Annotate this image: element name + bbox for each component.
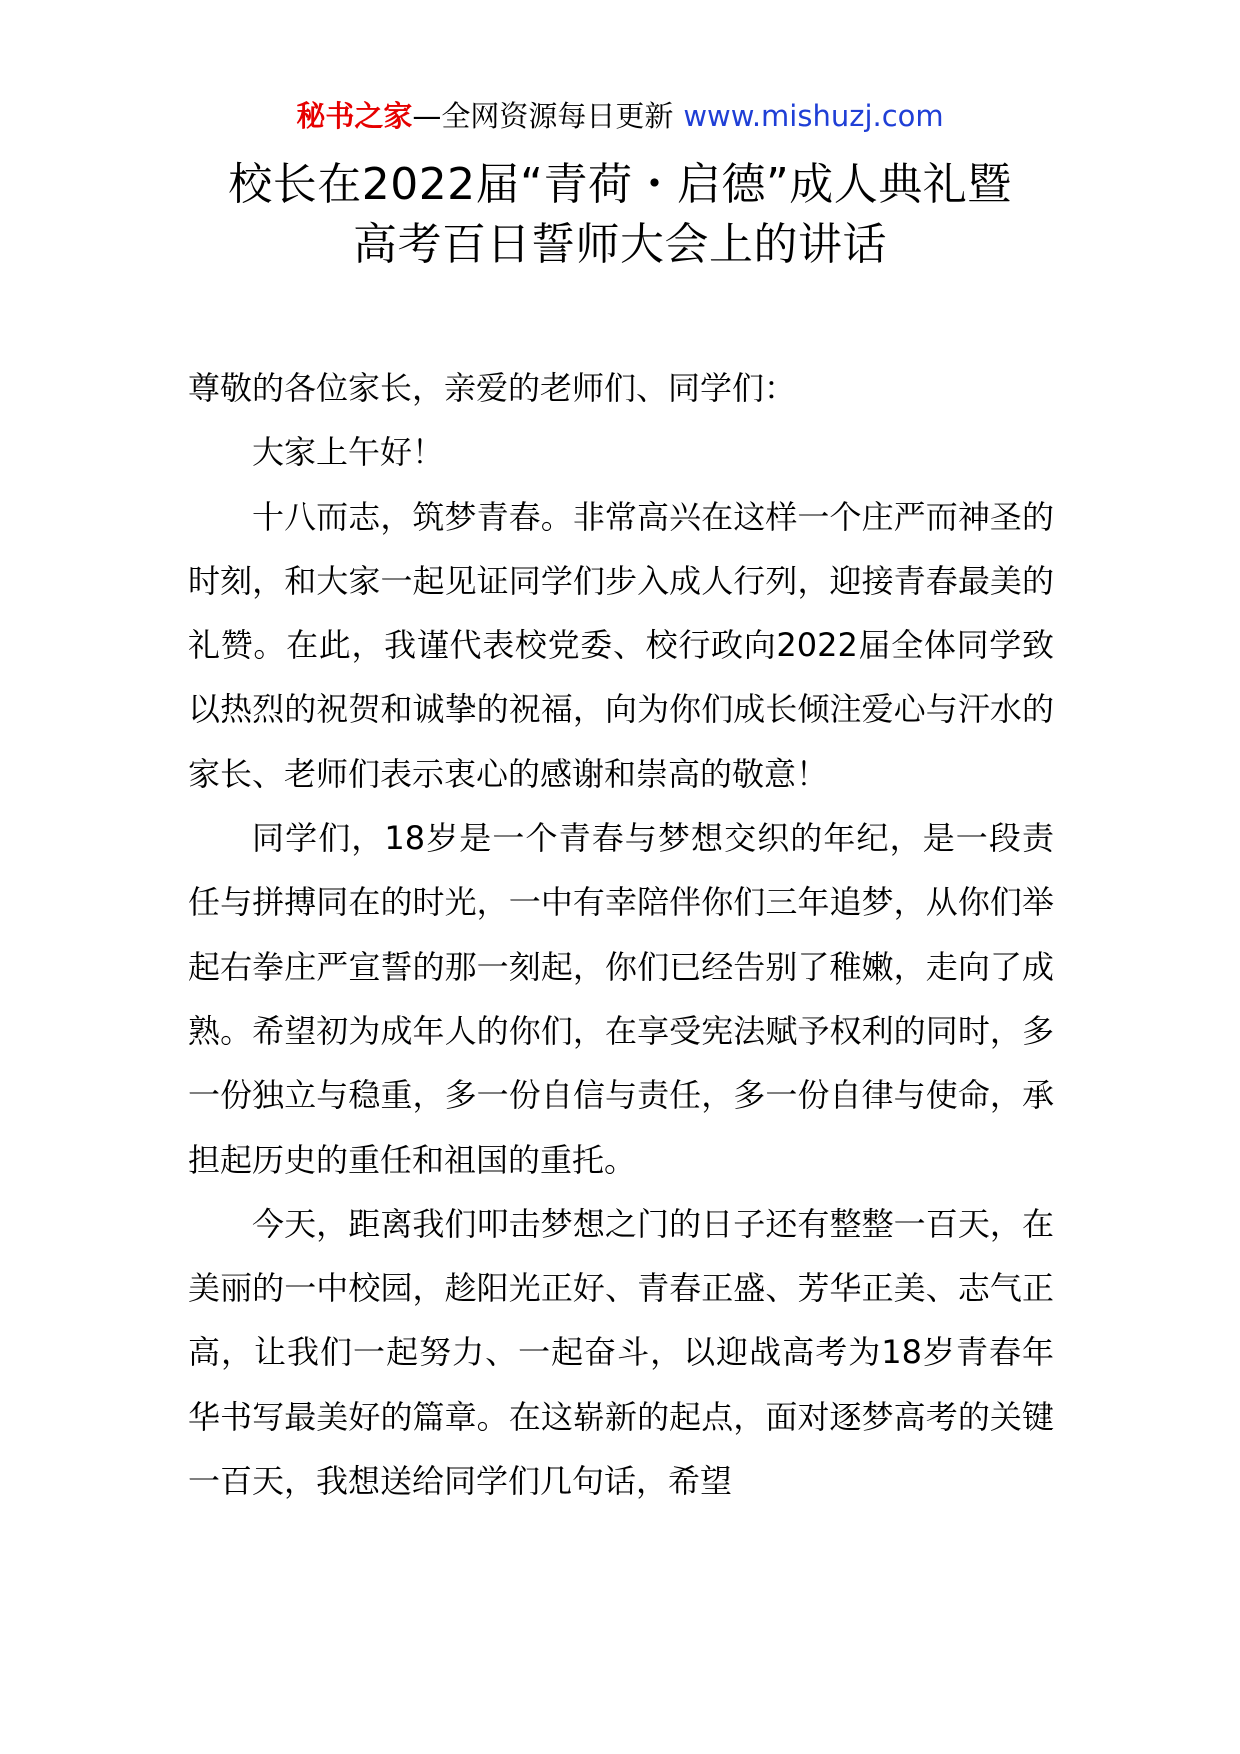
paragraph-greeting: 大家上午好！ (252, 433, 445, 472)
paragraph-1: 十八而志，筑梦青春。非常高兴在这样一个庄严而神圣的时刻，和大家一起见证同学们步入成人行列，迎接青春最美的礼赞。在此，我谨代表校党委、校行政向2022届全体同学致以热烈的祝贺和诚挚的祝福，向为你们成长倾注爱心与汗水的家长、老师们表示衷心的感谢和崇高的敬意！ (188, 497, 1054, 793)
title-line-2: 高考百日誓师大会上的讲话 (353, 219, 887, 270)
paragraph-3: 今天，距离我们叩击梦想之门的日子还有整整一百天，在美丽的一中校园，趁阳光正好、青春正盛、芳华正美、志气正高，让我们一起努力、一起奋斗，以迎战高考为18岁青春年华书写最美好的篇章。在这崭新的起点，面对逐梦高考的关键一百天，我想送给同学们几句话，希望 (188, 1204, 1054, 1501)
site-url-link[interactable]: www.mishuzj.com (683, 99, 944, 133)
document-title (0, 155, 1240, 275)
title-line-1: 校长在2022届“青荷・启德”成人典礼暨 (228, 159, 1012, 210)
salutation: 尊敬的各位家长，亲爱的老师们、同学们： (188, 369, 797, 407)
site-header (0, 96, 1240, 136)
document-body (188, 356, 1054, 1513)
site-slogan: —全网资源每日更新 (412, 99, 674, 133)
paragraph-2: 同学们，18岁是一个青春与梦想交织的年纪，是一段责任与拼搏同在的时光，一中有幸陪伴你们三年追梦，从你们举起右拳庄严宣誓的那一刻起，你们已经告别了稚嫩，走向了成熟。希望初为成年人的你们，在享受宪法赋予权利的同时，多一份独立与稳重，多一份自信与责任，多一份自律与使命，承担起历史的重任和祖国的重托。 (188, 819, 1054, 1179)
site-brand: 秘书之家 (296, 99, 413, 133)
